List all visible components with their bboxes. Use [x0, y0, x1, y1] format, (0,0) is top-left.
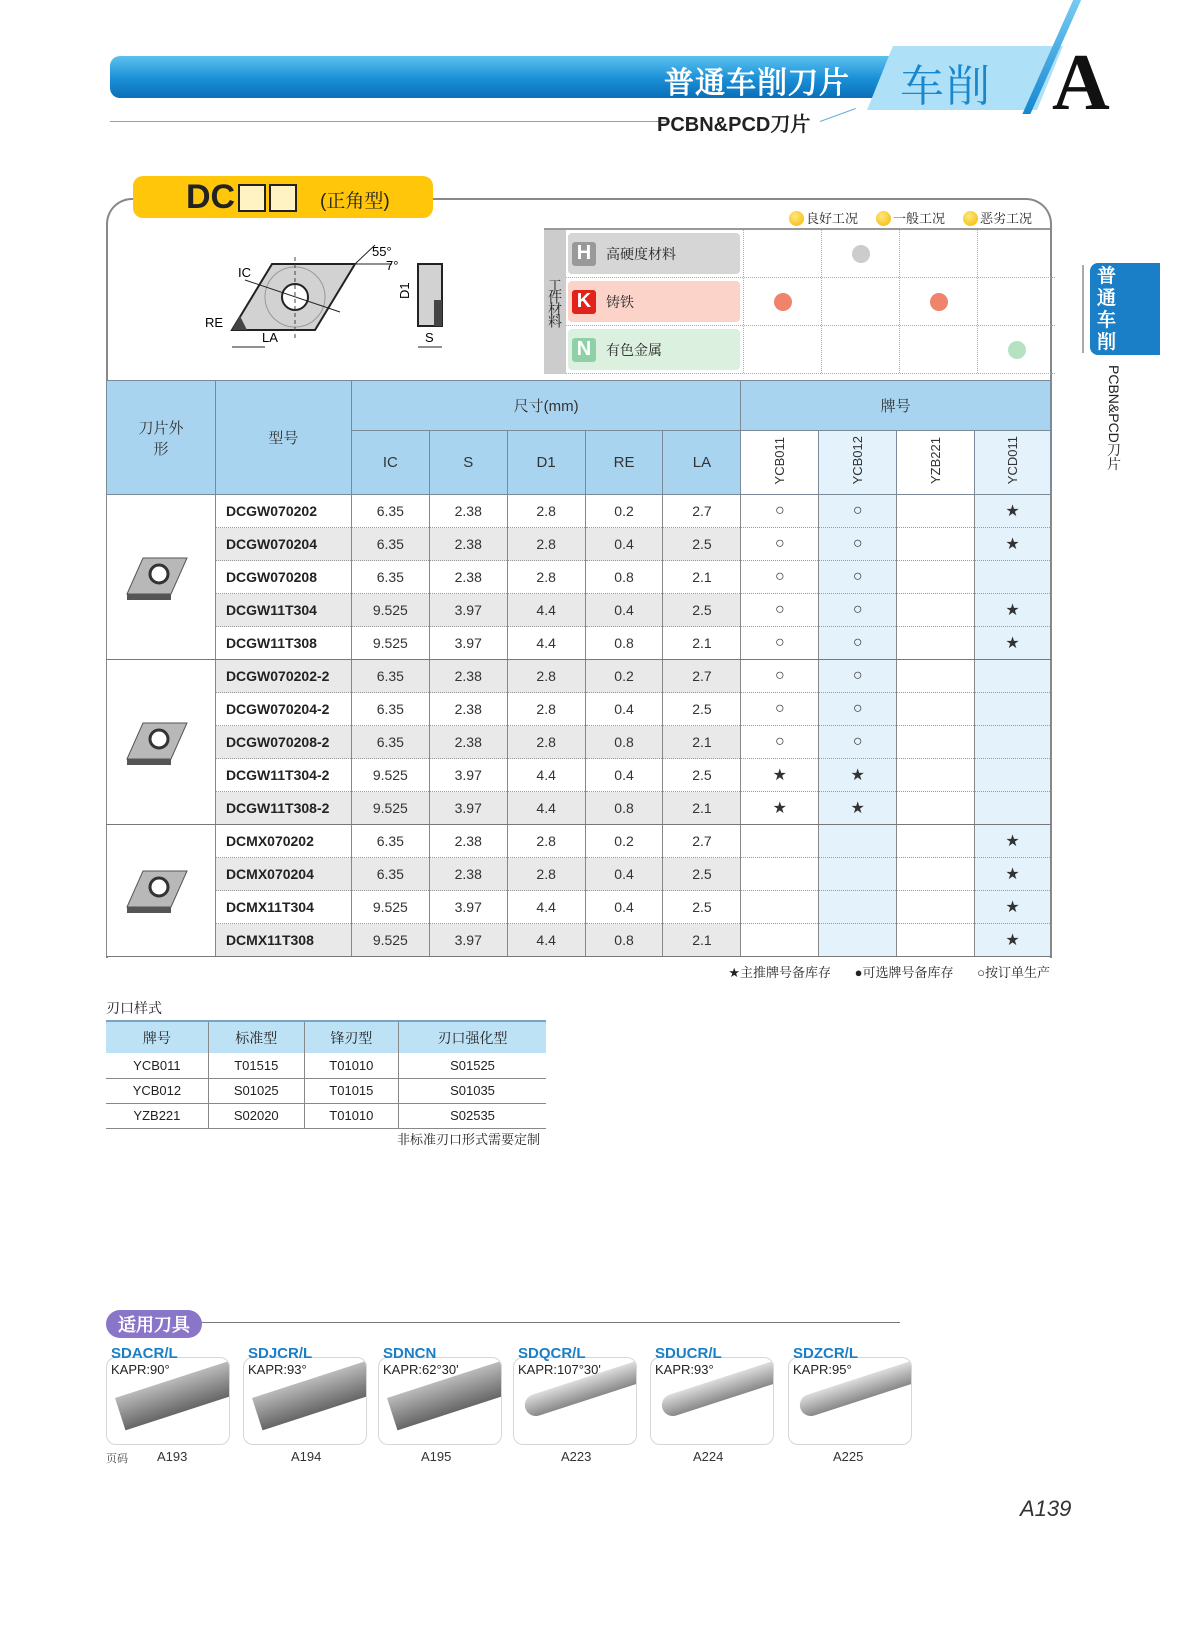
svg-text:IC: IC: [238, 265, 251, 280]
insert-spec-table: [106, 380, 1051, 957]
placeholder-box: [269, 184, 297, 212]
circle-icon: ○: [819, 495, 897, 528]
star-icon: ★: [975, 924, 1051, 957]
grade-cell: [975, 561, 1051, 594]
dim-cell: 0.8: [585, 627, 663, 660]
header-rule-slant: [820, 108, 856, 122]
tool-card[interactable]: [106, 1345, 232, 1377]
tool-card[interactable]: [788, 1345, 914, 1377]
table-row: [107, 594, 1051, 627]
circle-icon: ○: [741, 528, 819, 561]
model-cell: DCMX11T304: [215, 891, 351, 924]
dim-cell: 3.97: [429, 792, 507, 825]
col-model: 型号: [215, 381, 351, 495]
grade-cell: [975, 660, 1051, 693]
header-rule: [110, 121, 670, 122]
grade-cell: [741, 825, 819, 858]
dim-cell: 6.35: [351, 825, 429, 858]
svg-text:S: S: [425, 330, 434, 345]
insert-dcgw-2-icon: [107, 660, 216, 825]
tool-card[interactable]: [243, 1345, 369, 1377]
table-row: [107, 528, 1051, 561]
grade-cell: [819, 825, 897, 858]
material-row-k: K 铸铁: [566, 278, 1055, 326]
edge-col-reinforced: 刃口强化型: [399, 1021, 547, 1053]
dim-cell: 2.38: [429, 858, 507, 891]
legend-good: 良好工况: [789, 208, 858, 227]
circle-icon: ○: [819, 528, 897, 561]
dim-cell: 0.8: [585, 792, 663, 825]
table-row: [107, 924, 1051, 957]
edge-style-title: 刃口样式: [106, 1000, 162, 1016]
dim-cell: 0.4: [585, 858, 663, 891]
side-tab-bracket: [1082, 265, 1086, 353]
happy-face-icon: [774, 293, 792, 311]
insert-dcgw-icon: [107, 495, 216, 660]
dim-cell: 6.35: [351, 726, 429, 759]
model-cell: DCGW070202: [215, 495, 351, 528]
edge-col-standard: 标准型: [208, 1021, 304, 1053]
grade-cell: [897, 495, 975, 528]
grade-cell: [975, 693, 1051, 726]
condition-legend: [544, 206, 1050, 230]
circle-icon: ○: [741, 726, 819, 759]
model-cell: DCMX070202: [215, 825, 351, 858]
grade-cell: [819, 924, 897, 957]
dim-cell: 0.4: [585, 759, 663, 792]
dim-cell: 0.2: [585, 495, 663, 528]
grade-cell: [897, 759, 975, 792]
table-row: [107, 792, 1051, 825]
dim-cell: 4.4: [507, 627, 585, 660]
col-d1: D1: [507, 431, 585, 495]
grade-cell: [897, 561, 975, 594]
col-ycb011: YCB011: [741, 431, 819, 495]
dim-cell: 2.5: [663, 528, 741, 561]
side-tab-subtitle: PCBN&PCD刀片: [1106, 365, 1122, 471]
dim-cell: 6.35: [351, 561, 429, 594]
dim-cell: 2.8: [507, 528, 585, 561]
neutral-face-icon: [852, 245, 870, 263]
circle-icon: ○: [741, 693, 819, 726]
tool-page-link[interactable]: A193: [157, 1449, 188, 1464]
table-row: [107, 561, 1051, 594]
table-row: [107, 825, 1051, 858]
placeholder-box: [238, 184, 266, 212]
dim-cell: 0.8: [585, 726, 663, 759]
table-row: [107, 627, 1051, 660]
grade-cell: [741, 858, 819, 891]
grade-cell: [897, 726, 975, 759]
circle-icon: ○: [819, 561, 897, 594]
star-icon: ★: [975, 825, 1051, 858]
grade-cell: [897, 693, 975, 726]
side-tab-title: 普通车削: [1097, 266, 1117, 353]
tool-page-link[interactable]: A194: [291, 1449, 322, 1464]
dim-cell: 4.4: [507, 594, 585, 627]
dim-cell: 2.38: [429, 561, 507, 594]
grade-cell: [741, 924, 819, 957]
dim-cell: 4.4: [507, 924, 585, 957]
tool-name: SDZCR/L: [793, 1345, 858, 1362]
table-row: [107, 759, 1051, 792]
dim-cell: 0.2: [585, 660, 663, 693]
tool-card[interactable]: [378, 1345, 504, 1377]
table-row: [107, 891, 1051, 924]
table-row: YCB011 T01515 T01010 S01525: [106, 1053, 546, 1078]
dim-cell: 3.97: [429, 627, 507, 660]
insert-dimension-diagram: [200, 240, 460, 355]
dim-cell: 3.97: [429, 759, 507, 792]
grade-cell: [975, 759, 1051, 792]
tool-card[interactable]: [513, 1345, 639, 1377]
star-icon: ★: [975, 858, 1051, 891]
material-row-n: N 有色金属: [566, 326, 1055, 374]
dim-cell: 0.4: [585, 528, 663, 561]
dim-cell: 9.525: [351, 891, 429, 924]
insert-dcmx-icon: [107, 825, 216, 957]
dim-cell: 2.1: [663, 924, 741, 957]
dim-cell: 0.4: [585, 594, 663, 627]
svg-text:55°: 55°: [372, 244, 392, 259]
circle-icon: ○: [741, 594, 819, 627]
edge-style-table: [106, 1020, 546, 1129]
dim-cell: 2.7: [663, 660, 741, 693]
col-ycd011: YCD011: [975, 431, 1051, 495]
dim-cell: 0.8: [585, 561, 663, 594]
work-material-grid: [544, 206, 1050, 374]
dim-cell: 2.38: [429, 528, 507, 561]
circle-icon: ○: [819, 594, 897, 627]
model-cell: DCGW070204-2: [215, 693, 351, 726]
grade-cell: [897, 594, 975, 627]
dim-cell: 3.97: [429, 924, 507, 957]
dim-cell: 2.7: [663, 825, 741, 858]
tool-name: SDACR/L: [111, 1345, 178, 1362]
tool-name: SDQCR/L: [518, 1345, 586, 1362]
model-cell: DCGW11T308: [215, 627, 351, 660]
dim-cell: 2.8: [507, 726, 585, 759]
neutral-face-icon: [930, 293, 948, 311]
dim-cell: 4.4: [507, 792, 585, 825]
edge-col-sharp: 锋刃型: [304, 1021, 398, 1053]
col-dims-group: 尺寸(mm): [351, 381, 741, 431]
dim-cell: 9.525: [351, 759, 429, 792]
material-row-h: H 高硬度材料: [566, 230, 1055, 278]
circle-icon: ○: [819, 693, 897, 726]
model-cell: DCMX070204: [215, 858, 351, 891]
applicable-tools-title: 适用刀具: [106, 1310, 202, 1338]
dim-cell: 2.1: [663, 792, 741, 825]
dim-cell: 2.1: [663, 561, 741, 594]
tool-name: SDJCR/L: [248, 1345, 313, 1362]
insert-type-code: [186, 178, 297, 217]
dim-cell: 3.97: [429, 891, 507, 924]
dim-cell: 2.8: [507, 561, 585, 594]
grade-cell: [975, 792, 1051, 825]
header-subtitle: PCBN&PCD刀片: [657, 114, 811, 136]
tools-rule: [202, 1322, 900, 1323]
dim-cell: 2.38: [429, 495, 507, 528]
neutral-face-icon: [876, 211, 891, 226]
model-cell: DCGW11T304: [215, 594, 351, 627]
dim-cell: 9.525: [351, 792, 429, 825]
col-yzb221: YZB221: [897, 431, 975, 495]
dim-cell: 6.35: [351, 495, 429, 528]
dim-cell: 6.35: [351, 693, 429, 726]
col-grade-group: 牌号: [741, 381, 1051, 431]
circle-icon: ○: [819, 726, 897, 759]
edge-col-grade: 牌号: [106, 1021, 208, 1053]
tool-kapr: KAPR:93°: [655, 1362, 714, 1377]
star-icon: ★: [975, 528, 1051, 561]
dim-cell: 2.5: [663, 891, 741, 924]
grade-cell: [897, 528, 975, 561]
tool-kapr: KAPR:93°: [248, 1362, 307, 1377]
star-icon: ★: [975, 495, 1051, 528]
star-icon: ★: [741, 792, 819, 825]
tool-name: SDNCN: [383, 1345, 437, 1362]
table-row: YCB012 S01025 T01015 S01035: [106, 1078, 546, 1103]
page-code-label: 页码: [106, 1453, 128, 1465]
happy-face-icon: [789, 211, 804, 226]
dim-cell: 2.8: [507, 858, 585, 891]
dim-cell: 4.4: [507, 891, 585, 924]
dim-cell: 3.97: [429, 594, 507, 627]
section-letter: A: [1052, 39, 1110, 127]
svg-text:7°: 7°: [386, 258, 399, 273]
tool-page-link[interactable]: A225: [833, 1449, 864, 1464]
circle-icon: ○: [741, 561, 819, 594]
tool-kapr: KAPR:62°30': [383, 1362, 459, 1377]
circle-icon: ○: [741, 627, 819, 660]
edge-style-note: 非标准刃口形式需要定制: [397, 1132, 541, 1147]
dim-cell: 2.8: [507, 693, 585, 726]
model-cell: DCMX11T308: [215, 924, 351, 957]
grade-cell: [819, 891, 897, 924]
table-row: YZB221 S02020 T01010 S02535: [106, 1103, 546, 1128]
material-letter-k: K: [572, 290, 596, 314]
tool-kapr: KAPR:90°: [111, 1362, 170, 1377]
sad-face-icon: [963, 211, 978, 226]
grade-cell: [897, 792, 975, 825]
dim-cell: 2.1: [663, 726, 741, 759]
tool-card[interactable]: [650, 1345, 776, 1377]
model-cell: DCGW11T308-2: [215, 792, 351, 825]
material-letter-h: H: [572, 242, 596, 266]
grade-cell: [897, 660, 975, 693]
model-cell: DCGW070208-2: [215, 726, 351, 759]
dim-cell: 2.5: [663, 594, 741, 627]
dim-cell: 6.35: [351, 858, 429, 891]
tool-page-link[interactable]: A224: [693, 1449, 724, 1464]
col-la: LA: [663, 431, 741, 495]
table-row: [107, 693, 1051, 726]
star-icon: ★: [819, 792, 897, 825]
tool-page-link[interactable]: A223: [561, 1449, 592, 1464]
header-title: 普通车削刀片: [664, 67, 850, 100]
dim-cell: 2.5: [663, 693, 741, 726]
svg-text:LA: LA: [262, 330, 278, 345]
dim-cell: 4.4: [507, 759, 585, 792]
col-ycb012: YCB012: [819, 431, 897, 495]
grade-cell: [897, 924, 975, 957]
star-icon: ★: [819, 759, 897, 792]
table-row: [107, 495, 1051, 528]
dim-cell: 0.4: [585, 891, 663, 924]
dim-cell: 2.8: [507, 825, 585, 858]
star-icon: ★: [975, 594, 1051, 627]
legend-normal: 一般工况: [876, 208, 945, 227]
category-tab: 车削: [900, 62, 992, 111]
dim-cell: 9.525: [351, 627, 429, 660]
circle-icon: ○: [741, 495, 819, 528]
dim-cell: 9.525: [351, 594, 429, 627]
table-row: [107, 858, 1051, 891]
dim-cell: 2.8: [507, 495, 585, 528]
grade-cell: [741, 891, 819, 924]
dim-cell: 2.38: [429, 693, 507, 726]
grade-cell: [975, 726, 1051, 759]
svg-text:D1: D1: [397, 282, 412, 299]
col-s: S: [429, 431, 507, 495]
tool-kapr: KAPR:107°30': [518, 1362, 601, 1377]
dim-cell: 2.38: [429, 726, 507, 759]
legend-bad: 恶劣工况: [963, 208, 1032, 227]
star-icon: ★: [975, 627, 1051, 660]
col-shape: 刀片外形: [107, 381, 216, 495]
table-row: [107, 726, 1051, 759]
col-re: RE: [585, 431, 663, 495]
material-letter-n: N: [572, 338, 596, 362]
model-cell: DCGW070208: [215, 561, 351, 594]
grade-cell: [897, 858, 975, 891]
insert-type-description: (正角型): [320, 191, 390, 212]
model-cell: DCGW070204: [215, 528, 351, 561]
grade-cell: [897, 825, 975, 858]
dim-cell: 2.7: [663, 495, 741, 528]
svg-text:RE: RE: [205, 315, 224, 330]
dim-cell: 0.4: [585, 693, 663, 726]
tool-page-link[interactable]: A195: [421, 1449, 452, 1464]
dim-cell: 6.35: [351, 660, 429, 693]
dim-cell: 9.525: [351, 924, 429, 957]
neutral-face-icon: [1008, 341, 1026, 359]
insert-code-prefix: DC: [186, 178, 236, 216]
col-ic: IC: [351, 431, 429, 495]
dim-cell: 2.5: [663, 858, 741, 891]
grade-legend: ★主推牌号备库存 ●可选牌号备库存 ○按订单生产: [728, 965, 1050, 980]
circle-icon: ○: [819, 627, 897, 660]
dim-cell: 2.1: [663, 627, 741, 660]
model-cell: DCGW11T304-2: [215, 759, 351, 792]
grade-cell: [897, 627, 975, 660]
star-icon: ★: [741, 759, 819, 792]
work-material-side-label: 工件材料: [544, 230, 566, 374]
dim-cell: 2.38: [429, 660, 507, 693]
dim-cell: 2.5: [663, 759, 741, 792]
dim-cell: 2.8: [507, 660, 585, 693]
model-cell: DCGW070202-2: [215, 660, 351, 693]
grade-cell: [819, 858, 897, 891]
dim-cell: 0.2: [585, 825, 663, 858]
circle-icon: ○: [741, 660, 819, 693]
dim-cell: 0.8: [585, 924, 663, 957]
tool-kapr: KAPR:95°: [793, 1362, 852, 1377]
dim-cell: 2.38: [429, 825, 507, 858]
page-number: A139: [1020, 1496, 1072, 1521]
grade-cell: [897, 891, 975, 924]
circle-icon: ○: [819, 660, 897, 693]
dim-cell: 6.35: [351, 528, 429, 561]
table-row: [107, 660, 1051, 693]
star-icon: ★: [975, 891, 1051, 924]
tool-name: SDUCR/L: [655, 1345, 722, 1362]
